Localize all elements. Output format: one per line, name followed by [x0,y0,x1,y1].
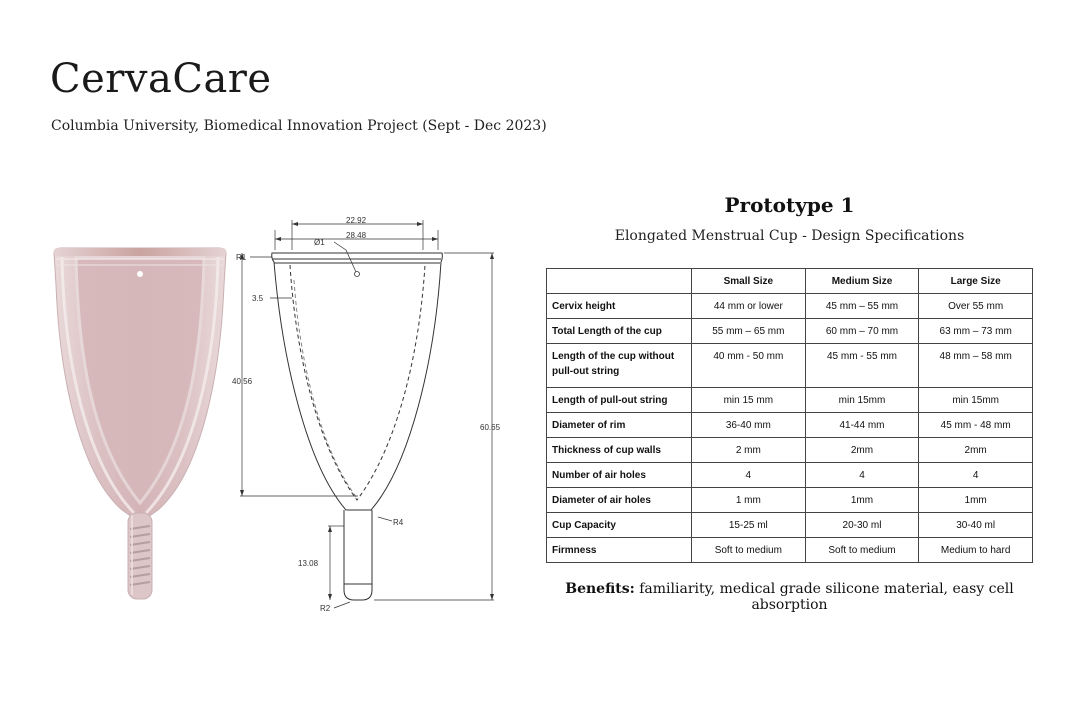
row-label: Firmness [547,538,692,563]
cell-small: 40 mm - 50 mm [692,344,806,388]
cell-medium: 45 mm – 55 mm [805,294,919,319]
cell-large: 63 mm – 73 mm [919,319,1033,344]
benefits-label: Benefits: [565,581,635,597]
dim-stem-radius: R4 [393,518,404,527]
cell-medium: min 15mm [805,388,919,413]
table-row [547,438,1033,463]
row-label: Cervix height [547,294,692,319]
row-label: Diameter of rim [547,413,692,438]
technical-drawing [230,210,520,620]
dim-stem-length: 13.08 [298,559,319,568]
cell-medium: 60 mm – 70 mm [805,319,919,344]
dim-wall: 3.5 [252,294,264,303]
benefits-line [546,581,1033,613]
cell-small: 55 mm – 65 mm [692,319,806,344]
table-row [547,463,1033,488]
benefits-text: familiarity, medical grade silicone material, easy cell absorption [639,581,1014,613]
cell-large: 30-40 ml [919,513,1033,538]
dim-top-outer: 22.92 [346,216,367,225]
cup-rim [54,248,226,256]
table-row [547,538,1033,563]
cell-medium: 45 mm - 55 mm [805,344,919,388]
dim-cup-height: 40.56 [232,377,253,386]
cell-small: 15-25 ml [692,513,806,538]
dim-tip-radius: R2 [320,604,331,613]
dim-top-inner: 28.48 [346,231,367,240]
dim-total-height: 60.65 [480,423,501,432]
cell-small: Soft to medium [692,538,806,563]
page-title: CervaCare [50,56,272,102]
cell-medium: 2mm [805,438,919,463]
row-label: Diameter of air holes [547,488,692,513]
air-hole [137,271,143,277]
header-large: Large Size [919,269,1033,294]
header-blank [547,269,692,294]
cell-large: 4 [919,463,1033,488]
cell-medium: 41-44 mm [805,413,919,438]
table-row [547,488,1033,513]
table-row [547,413,1033,438]
cell-small: 44 mm or lower [692,294,806,319]
table-row [547,344,1033,388]
table-row [547,294,1033,319]
cell-small: 4 [692,463,806,488]
cell-small: min 15 mm [692,388,806,413]
cup-render-image [48,245,233,605]
cell-large: 1mm [919,488,1033,513]
header-medium: Medium Size [805,269,919,294]
cell-large: Over 55 mm [919,294,1033,319]
row-label: Total Length of the cup [547,319,692,344]
cell-medium: 1mm [805,488,919,513]
dim-rim-radius: R1 [236,253,247,262]
cell-medium: Soft to medium [805,538,919,563]
spec-table [546,268,1033,563]
cell-large: min 15mm [919,388,1033,413]
table-row [547,513,1033,538]
cell-large: 2mm [919,438,1033,463]
cell-large: 45 mm - 48 mm [919,413,1033,438]
cell-small: 2 mm [692,438,806,463]
row-label: Thickness of cup walls [547,438,692,463]
row-label: Length of pull-out string [547,388,692,413]
prototype-title: Prototype 1 [724,193,855,217]
cell-small: 1 mm [692,488,806,513]
table-header-row [547,269,1033,294]
cell-large: Medium to hard [919,538,1033,563]
row-label: Cup Capacity [547,513,692,538]
cell-medium: 4 [805,463,919,488]
row-label: Length of the cup without pull-out string [547,344,692,388]
cell-large: 48 mm – 58 mm [919,344,1033,388]
dim-hole-diameter: Ø1 [314,238,325,247]
table-row [547,319,1033,344]
cell-medium: 20-30 ml [805,513,919,538]
cell-small: 36-40 mm [692,413,806,438]
prototype-subtitle: Elongated Menstrual Cup - Design Specifications [614,228,965,244]
row-label: Number of air holes [547,463,692,488]
header-small: Small Size [692,269,806,294]
table-row [547,388,1033,413]
page-subtitle: Columbia University, Biomedical Innovation Project (Sept - Dec 2023) [51,118,547,134]
